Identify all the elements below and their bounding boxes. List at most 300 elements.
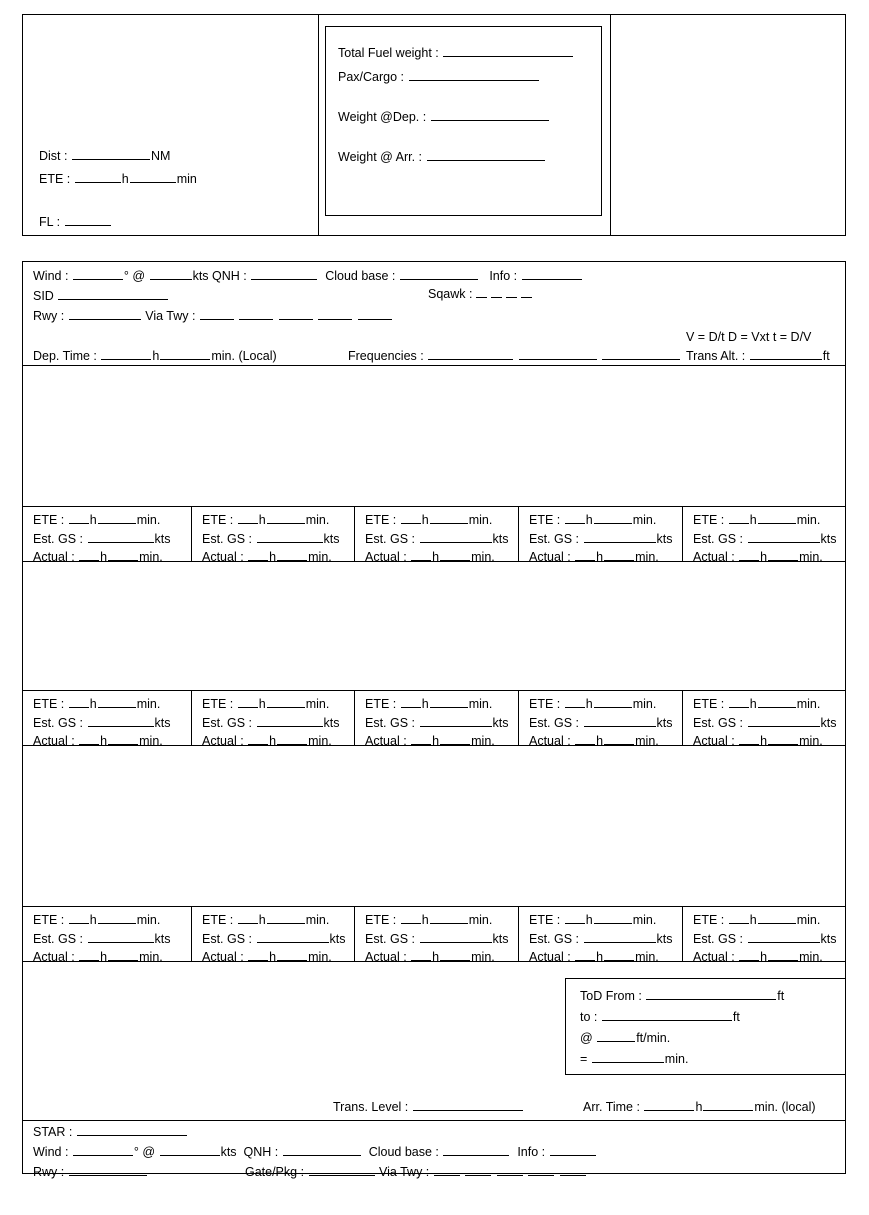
wp-ete-hours-unit: h	[585, 697, 593, 711]
wp-gs-label: Est. GS :	[202, 715, 253, 730]
wp-actual-hours-input[interactable]	[575, 548, 595, 561]
wp-actual-hours-unit: h	[596, 734, 604, 748]
wp-gs-row	[693, 530, 845, 549]
arr-twy-input-5[interactable]	[560, 1163, 586, 1176]
arrival-runway-row	[33, 1163, 587, 1179]
wp-ete-row	[365, 695, 518, 714]
dep-qnh-input[interactable]	[251, 267, 317, 280]
tod-result-row	[580, 1049, 784, 1070]
wp-ete-hours-input[interactable]	[401, 911, 421, 924]
wp-ete-hours-unit: h	[258, 913, 266, 927]
wp-gs-unit: kts	[323, 715, 340, 730]
wp-actual-hours-input[interactable]	[739, 548, 759, 561]
wp-gs-unit: kts	[820, 715, 837, 730]
wp-actual-hours-unit: h	[596, 950, 604, 964]
wp-ete-minutes-input[interactable]	[98, 911, 136, 924]
dep-wind-direction-input[interactable]	[73, 267, 123, 280]
waypoint-cell	[191, 907, 354, 964]
transition-level-row	[23, 1093, 845, 1121]
wp-gs-input[interactable]	[88, 714, 154, 727]
waypoint-row-3	[23, 906, 845, 962]
frequency-input-1[interactable]	[428, 347, 513, 360]
tod-from-row	[580, 986, 784, 1007]
wp-actual-hours-input[interactable]	[739, 948, 759, 961]
wp-ete-minutes-input[interactable]	[98, 695, 136, 708]
dep-info-label: Info :	[489, 268, 518, 283]
wp-actual-minutes-input[interactable]	[768, 732, 798, 745]
total-fuel-row	[338, 41, 574, 65]
arr-twy-input-2[interactable]	[465, 1163, 491, 1176]
wp-gs-row	[202, 530, 354, 549]
wp-gs-row	[202, 930, 354, 949]
wp-ete-hours-input[interactable]	[729, 511, 749, 524]
wp-gs-unit: kts	[656, 715, 673, 730]
tod-rate-row	[580, 1028, 784, 1049]
wp-gs-label: Est. GS :	[529, 931, 580, 946]
dep-info-input[interactable]	[522, 267, 582, 280]
wp-actual-minutes-input[interactable]	[277, 948, 307, 961]
sqawk-digit-3[interactable]	[506, 291, 517, 298]
total-fuel-input[interactable]	[443, 44, 573, 57]
dep-twy-input-5[interactable]	[358, 307, 392, 320]
wp-actual-hours-input[interactable]	[248, 548, 268, 561]
trans-alt-label: Trans Alt. :	[686, 348, 746, 363]
wp-actual-label: Actual :	[365, 950, 407, 964]
wp-ete-hours-input[interactable]	[238, 695, 258, 708]
sqawk-label: Sqawk :	[428, 287, 473, 301]
wp-gs-input[interactable]	[420, 714, 492, 727]
dep-cloud-base-input[interactable]	[400, 267, 478, 280]
wp-actual-hours-unit: h	[269, 950, 277, 964]
wp-gs-input[interactable]	[748, 930, 820, 943]
wp-actual-hours-input[interactable]	[575, 732, 595, 745]
arr-wind-label: Wind :	[33, 1144, 69, 1159]
wp-ete-hours-unit: h	[749, 513, 757, 527]
wp-gs-row	[529, 714, 682, 733]
total-fuel-label: Total Fuel weight :	[338, 46, 439, 60]
wp-ete-label: ETE :	[529, 913, 561, 927]
wp-actual-label: Actual :	[529, 734, 571, 748]
waypoint-cell	[191, 691, 354, 748]
tod-result-label: =	[580, 1052, 588, 1066]
wp-actual-hours-input[interactable]	[79, 732, 99, 745]
wp-ete-hours-unit: h	[421, 913, 429, 927]
waypoint-notes-area-2[interactable]	[23, 562, 845, 690]
waypoint-cell	[191, 507, 354, 564]
wp-ete-row	[365, 511, 518, 530]
tod-result-input[interactable]	[592, 1050, 664, 1063]
wp-ete-hours-input[interactable]	[565, 511, 585, 524]
arr-twy-input-4[interactable]	[528, 1163, 554, 1176]
arr-twy-input-1[interactable]	[434, 1163, 460, 1176]
wp-ete-row	[365, 911, 518, 930]
wp-ete-hours-unit: h	[585, 513, 593, 527]
wp-ete-label: ETE :	[365, 513, 397, 527]
wp-gs-input[interactable]	[748, 530, 820, 543]
ete-minutes-unit: min	[176, 172, 197, 186]
wp-ete-minutes-unit: min.	[468, 697, 493, 711]
arr-wind-speed-input[interactable]	[160, 1143, 220, 1156]
dist-label: Dist :	[39, 149, 68, 163]
arrival-section	[23, 1121, 845, 1179]
wp-ete-row	[529, 511, 682, 530]
departure-runway-row	[33, 307, 393, 323]
wp-ete-minutes-unit: min.	[468, 913, 493, 927]
wp-ete-hours-unit: h	[89, 513, 97, 527]
wp-actual-hours-input[interactable]	[248, 948, 268, 961]
wp-gs-input[interactable]	[88, 530, 154, 543]
wp-gs-input[interactable]	[584, 930, 656, 943]
dep-wind-speed-unit: kts	[192, 268, 209, 283]
wp-actual-hours-unit: h	[100, 734, 108, 748]
wp-ete-minutes-unit: min.	[136, 697, 161, 711]
wp-gs-row	[693, 714, 845, 733]
wp-actual-hours-input[interactable]	[739, 732, 759, 745]
wp-ete-minutes-unit: min.	[136, 513, 161, 527]
wp-actual-minutes-input[interactable]	[440, 548, 470, 561]
trans-level-input[interactable]	[413, 1098, 523, 1111]
wp-actual-minutes-unit: min.	[635, 950, 659, 964]
wp-actual-label: Actual :	[202, 950, 244, 964]
wp-ete-label: ETE :	[202, 697, 234, 711]
wp-actual-minutes-input[interactable]	[108, 948, 138, 961]
wp-gs-unit: kts	[323, 531, 340, 546]
wp-gs-unit: kts	[492, 715, 509, 730]
wp-ete-minutes-input[interactable]	[758, 695, 796, 708]
pax-cargo-row	[338, 65, 574, 89]
dep-rwy-label: Rwy :	[33, 308, 65, 323]
wp-gs-input[interactable]	[748, 714, 820, 727]
wp-actual-minutes-unit: min.	[308, 950, 332, 964]
wp-ete-hours-unit: h	[421, 513, 429, 527]
wp-ete-label: ETE :	[693, 513, 725, 527]
wp-actual-minutes-unit: min.	[139, 734, 163, 748]
dep-cloud-base-label: Cloud base :	[325, 268, 396, 283]
wp-actual-minutes-input[interactable]	[604, 548, 634, 561]
wp-actual-hours-unit: h	[760, 734, 768, 748]
dep-twy-input-3[interactable]	[279, 307, 313, 320]
star-label: STAR :	[33, 1124, 73, 1139]
wp-gs-row	[693, 930, 845, 949]
tod-rate-label: @	[580, 1031, 593, 1045]
wp-actual-hours-input[interactable]	[411, 548, 431, 561]
wp-ete-label: ETE :	[693, 913, 725, 927]
wp-actual-hours-unit: h	[269, 734, 277, 748]
sid-input[interactable]	[58, 287, 168, 300]
waypoint-notes-area-1[interactable]	[23, 366, 845, 506]
wp-gs-row	[33, 714, 191, 733]
wp-gs-unit: kts	[820, 931, 837, 946]
trans-level-field	[333, 1098, 524, 1114]
wp-gs-row	[33, 530, 191, 549]
wp-ete-label: ETE :	[693, 697, 725, 711]
tod-rate-input[interactable]	[597, 1029, 635, 1042]
wp-actual-minutes-unit: min.	[471, 550, 495, 564]
dist-unit: NM	[150, 149, 171, 163]
arr-cloud-base-input[interactable]	[443, 1143, 509, 1156]
weight-arr-label: Weight @ Arr. :	[338, 150, 423, 164]
dep-twy-input-1[interactable]	[200, 307, 234, 320]
wp-actual-label: Actual :	[33, 734, 75, 748]
arr-qnh-label: QNH :	[243, 1144, 279, 1159]
wp-ete-hours-unit: h	[258, 697, 266, 711]
wp-gs-input[interactable]	[257, 714, 323, 727]
dep-time-hours-unit: h	[152, 348, 160, 363]
wp-actual-minutes-input[interactable]	[277, 732, 307, 745]
wp-ete-row	[202, 511, 354, 530]
wp-gs-label: Est. GS :	[529, 531, 580, 546]
wp-actual-hours-unit: h	[100, 950, 108, 964]
wp-ete-hours-unit: h	[89, 697, 97, 711]
trans-level-label: Trans. Level :	[333, 1099, 409, 1114]
wp-ete-label: ETE :	[33, 697, 65, 711]
wp-gs-unit: kts	[329, 931, 346, 946]
wp-ete-minutes-input[interactable]	[430, 511, 468, 524]
wp-actual-hours-unit: h	[432, 950, 440, 964]
wp-gs-unit: kts	[492, 531, 509, 546]
wp-ete-hours-input[interactable]	[69, 695, 89, 708]
arr-time-hours-input[interactable]	[644, 1098, 694, 1111]
frequency-input-3[interactable]	[602, 347, 680, 360]
arr-time-minutes-input[interactable]	[703, 1098, 753, 1111]
wp-ete-label: ETE :	[529, 697, 561, 711]
waypoint-cell	[518, 691, 682, 748]
wp-ete-minutes-input[interactable]	[594, 695, 632, 708]
dep-time-label: Dep. Time :	[33, 348, 97, 363]
ete-minutes-input[interactable]	[130, 170, 176, 183]
wp-ete-hours-unit: h	[89, 913, 97, 927]
wp-actual-label: Actual :	[365, 734, 407, 748]
wp-actual-hours-input[interactable]	[248, 732, 268, 745]
wp-actual-hours-input[interactable]	[79, 948, 99, 961]
wp-gs-label: Est. GS :	[33, 531, 84, 546]
wp-gs-label: Est. GS :	[529, 715, 580, 730]
wp-gs-input[interactable]	[420, 530, 492, 543]
dep-twy-input-2[interactable]	[239, 307, 273, 320]
wp-ete-minutes-unit: min.	[632, 913, 657, 927]
wp-gs-row	[529, 530, 682, 549]
dist-row	[39, 145, 197, 168]
wp-ete-hours-input[interactable]	[238, 511, 258, 524]
star-input[interactable]	[77, 1123, 187, 1136]
wp-actual-minutes-unit: min.	[139, 950, 163, 964]
arr-wind-degree-symbol: ° @	[133, 1144, 156, 1159]
wp-actual-hours-input[interactable]	[411, 732, 431, 745]
wp-actual-label: Actual :	[202, 550, 244, 564]
wp-actual-minutes-input[interactable]	[277, 548, 307, 561]
arr-twy-input-3[interactable]	[497, 1163, 523, 1176]
wp-ete-minutes-input[interactable]	[758, 511, 796, 524]
weight-dep-input[interactable]	[431, 108, 549, 121]
waypoint-cell	[682, 691, 845, 748]
wp-gs-label: Est. GS :	[33, 715, 84, 730]
wp-ete-hours-input[interactable]	[565, 695, 585, 708]
dep-rwy-input[interactable]	[69, 307, 141, 320]
wp-gs-label: Est. GS :	[33, 931, 84, 946]
wp-ete-minutes-input[interactable]	[758, 911, 796, 924]
wp-ete-label: ETE :	[202, 913, 234, 927]
wp-ete-row	[529, 911, 682, 930]
wp-actual-hours-unit: h	[760, 950, 768, 964]
wp-ete-minutes-input[interactable]	[430, 911, 468, 924]
wp-ete-hours-input[interactable]	[69, 511, 89, 524]
sid-row	[33, 287, 169, 303]
wp-gs-unit: kts	[656, 531, 673, 546]
wp-ete-hours-input[interactable]	[69, 911, 89, 924]
wp-gs-input[interactable]	[257, 930, 329, 943]
wp-gs-input[interactable]	[584, 530, 656, 543]
wp-ete-row	[529, 695, 682, 714]
sid-label: SID	[33, 288, 54, 303]
wp-ete-row	[202, 695, 354, 714]
wp-actual-minutes-unit: min.	[799, 950, 823, 964]
tod-to-row	[580, 1007, 784, 1028]
wp-ete-hours-input[interactable]	[565, 911, 585, 924]
waypoint-notes-area-3[interactable]	[23, 746, 845, 906]
dep-wind-degree-symbol: ° @	[123, 268, 146, 283]
tod-from-input[interactable]	[646, 987, 776, 1000]
wp-actual-minutes-input[interactable]	[768, 548, 798, 561]
waypoint-cell	[354, 907, 518, 964]
dep-qnh-label: QNH :	[212, 268, 247, 283]
wp-actual-minutes-unit: min.	[308, 550, 332, 564]
wp-ete-minutes-input[interactable]	[267, 511, 305, 524]
main-navigation-table	[22, 261, 846, 1179]
weight-arr-input[interactable]	[427, 148, 545, 161]
wp-actual-minutes-input[interactable]	[440, 948, 470, 961]
wp-ete-row	[33, 695, 191, 714]
wp-ete-minutes-input[interactable]	[594, 511, 632, 524]
arrival-time-field	[583, 1098, 816, 1114]
weight-fields	[338, 41, 574, 169]
dep-time-minutes-input[interactable]	[160, 347, 210, 360]
wp-ete-minutes-unit: min.	[305, 697, 330, 711]
wp-gs-label: Est. GS :	[365, 715, 416, 730]
wp-actual-minutes-input[interactable]	[604, 948, 634, 961]
wp-ete-hours-input[interactable]	[238, 911, 258, 924]
wp-actual-minutes-input[interactable]	[768, 948, 798, 961]
wp-ete-minutes-input[interactable]	[430, 695, 468, 708]
wp-actual-label: Actual :	[529, 550, 571, 564]
top-summary-table	[22, 14, 846, 236]
waypoint-cell	[682, 507, 845, 564]
wp-ete-row	[202, 911, 354, 930]
dep-wind-speed-input[interactable]	[150, 267, 192, 280]
arr-qnh-input[interactable]	[283, 1143, 361, 1156]
wp-ete-minutes-unit: min.	[796, 513, 821, 527]
wp-actual-label: Actual :	[693, 550, 735, 564]
wp-actual-hours-unit: h	[269, 550, 277, 564]
wp-actual-hours-input[interactable]	[411, 948, 431, 961]
sqawk-digit-1[interactable]	[476, 291, 487, 298]
waypoint-row-1	[23, 506, 845, 562]
tod-from-unit: ft	[777, 989, 785, 1003]
wp-ete-minutes-input[interactable]	[267, 911, 305, 924]
wp-actual-minutes-input[interactable]	[604, 732, 634, 745]
wp-ete-hours-input[interactable]	[729, 695, 749, 708]
departure-wind-row	[33, 267, 583, 283]
trans-alt-input[interactable]	[750, 347, 822, 360]
top-table-divider-2	[610, 15, 611, 235]
wp-gs-input[interactable]	[257, 530, 323, 543]
wp-actual-minutes-input[interactable]	[108, 732, 138, 745]
fl-row	[39, 211, 197, 234]
wp-gs-input[interactable]	[584, 714, 656, 727]
ete-hours-input[interactable]	[75, 170, 121, 183]
wp-ete-hours-input[interactable]	[401, 511, 421, 524]
ete-label: ETE :	[39, 172, 71, 186]
dist-input[interactable]	[72, 147, 150, 160]
departure-time-row	[33, 347, 277, 363]
arr-wind-speed-unit: kts	[220, 1144, 237, 1159]
arr-wind-direction-input[interactable]	[73, 1143, 133, 1156]
sqawk-digit-2[interactable]	[491, 291, 502, 298]
wp-gs-label: Est. GS :	[693, 931, 744, 946]
departure-header-section	[23, 262, 845, 365]
waypoint-cell	[518, 507, 682, 564]
wp-actual-minutes-input[interactable]	[440, 732, 470, 745]
wp-gs-input[interactable]	[88, 930, 154, 943]
gate-pkg-input[interactable]	[309, 1163, 375, 1176]
wp-ete-row	[693, 911, 845, 930]
wp-actual-label: Actual :	[693, 950, 735, 964]
weight-dep-row	[338, 105, 574, 129]
wp-ete-hours-input[interactable]	[729, 911, 749, 924]
waypoint-cell	[23, 507, 191, 564]
wp-actual-hours-input[interactable]	[79, 548, 99, 561]
tod-from-label: ToD From :	[580, 989, 642, 1003]
dep-twy-input-4[interactable]	[318, 307, 352, 320]
sqawk-digit-4[interactable]	[521, 291, 532, 298]
wp-actual-minutes-input[interactable]	[108, 548, 138, 561]
top-of-descent-section	[23, 962, 845, 1093]
wp-actual-hours-unit: h	[432, 734, 440, 748]
trans-alt-unit: ft	[822, 348, 830, 363]
wp-ete-hours-unit: h	[421, 697, 429, 711]
arr-info-input[interactable]	[550, 1143, 596, 1156]
gate-pkg-label: Gate/Pkg :	[244, 1164, 305, 1179]
arr-time-hours-unit: h	[695, 1099, 703, 1114]
wp-ete-hours-input[interactable]	[401, 695, 421, 708]
dep-time-minutes-unit: min. (Local)	[211, 348, 277, 363]
tod-box	[565, 978, 846, 1075]
dep-time-hours-input[interactable]	[101, 347, 151, 360]
wp-ete-minutes-unit: min.	[796, 697, 821, 711]
wp-ete-minutes-input[interactable]	[98, 511, 136, 524]
arr-time-minutes-unit: min. (local)	[754, 1099, 816, 1114]
wp-actual-hours-unit: h	[432, 550, 440, 564]
wp-actual-label: Actual :	[529, 950, 571, 964]
tod-result-unit: min.	[664, 1052, 689, 1066]
wp-gs-row	[365, 930, 518, 949]
pax-cargo-input[interactable]	[409, 68, 539, 81]
wp-gs-label: Est. GS :	[202, 531, 253, 546]
wp-gs-unit: kts	[154, 531, 171, 546]
waypoint-row-2	[23, 690, 845, 746]
frequency-input-2[interactable]	[519, 347, 597, 360]
tod-to-input[interactable]	[602, 1008, 732, 1021]
wp-gs-input[interactable]	[420, 930, 492, 943]
arr-rwy-input[interactable]	[69, 1163, 147, 1176]
fl-input[interactable]	[65, 213, 111, 226]
wp-gs-row	[33, 930, 191, 949]
wp-actual-hours-input[interactable]	[575, 948, 595, 961]
wp-actual-minutes-unit: min.	[635, 734, 659, 748]
star-row	[33, 1123, 188, 1139]
wp-ete-minutes-input[interactable]	[267, 695, 305, 708]
wp-ete-label: ETE :	[365, 913, 397, 927]
wp-ete-minutes-input[interactable]	[594, 911, 632, 924]
